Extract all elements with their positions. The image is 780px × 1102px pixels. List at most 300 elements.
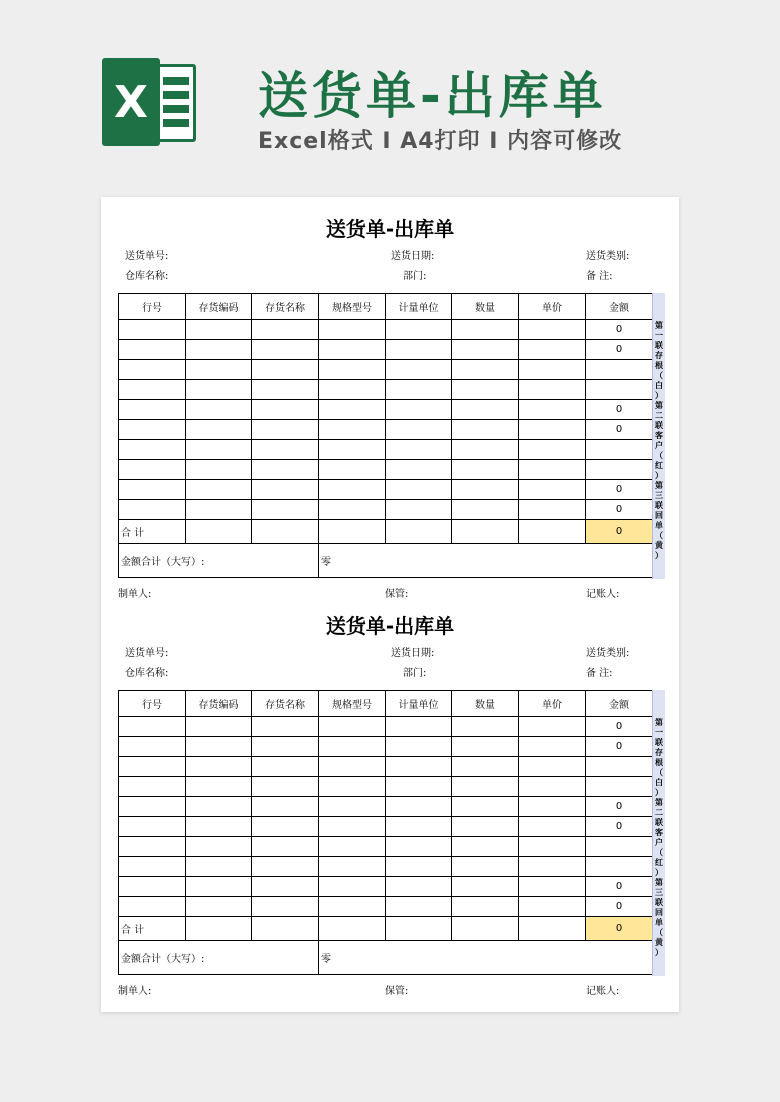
strip-char: 根 <box>655 361 663 370</box>
table-cell[interactable] <box>119 400 186 420</box>
strip-char: ） <box>655 391 663 400</box>
table-cell[interactable] <box>319 500 386 520</box>
table-cell[interactable] <box>386 857 452 877</box>
table-cell[interactable] <box>452 340 519 360</box>
table-cell[interactable] <box>452 717 519 737</box>
table-cell[interactable] <box>319 320 386 340</box>
total-row <box>119 917 653 941</box>
table-cell[interactable] <box>386 797 452 817</box>
table-cell[interactable] <box>119 797 186 817</box>
strip-char: （ <box>655 768 663 777</box>
column-header: 规格型号 <box>319 691 386 717</box>
strip-char: （ <box>655 371 663 380</box>
total-label: 合 计 <box>119 520 186 544</box>
table-cell[interactable] <box>119 320 186 340</box>
table-cell[interactable] <box>186 797 252 817</box>
strip-char: ） <box>655 868 663 877</box>
table-cell[interactable] <box>319 917 386 941</box>
table-cell[interactable] <box>386 917 452 941</box>
table-cell[interactable] <box>186 420 252 440</box>
table-cell[interactable] <box>186 857 252 877</box>
table-cell[interactable] <box>452 440 519 460</box>
amount-cell[interactable] <box>586 460 653 480</box>
table-cell[interactable] <box>519 737 586 757</box>
paper-sheet <box>101 197 679 1012</box>
amount-cell[interactable] <box>586 360 653 380</box>
table-cell[interactable] <box>119 480 186 500</box>
table-cell[interactable] <box>186 917 252 941</box>
warehouse-label: 仓库名称: <box>125 668 169 679</box>
amount-words-value[interactable]: 零 <box>319 941 653 975</box>
strip-char: 联 <box>655 421 663 430</box>
table-cell[interactable] <box>119 737 186 757</box>
column-header: 行号 <box>119 294 186 320</box>
table-cell[interactable] <box>386 440 452 460</box>
column-header: 存货名称 <box>252 691 319 717</box>
total-amount[interactable]: 0 <box>586 520 653 544</box>
table-cell[interactable] <box>252 877 319 897</box>
table-cell[interactable] <box>186 440 252 460</box>
amount-cell[interactable] <box>586 757 653 777</box>
column-header: 计量单位 <box>386 294 452 320</box>
column-header: 金额 <box>586 691 653 717</box>
strip-char: ） <box>655 471 663 480</box>
table-cell[interactable] <box>119 817 186 837</box>
table-cell[interactable] <box>252 420 319 440</box>
table-cell[interactable] <box>119 717 186 737</box>
table-cell[interactable] <box>452 897 519 917</box>
strip-char: 客 <box>655 431 663 440</box>
table-cell[interactable] <box>252 717 319 737</box>
table-cell[interactable] <box>452 837 519 857</box>
table-cell[interactable] <box>519 520 586 544</box>
table-cell[interactable] <box>452 420 519 440</box>
table-cell[interactable] <box>186 717 252 737</box>
table-cell[interactable] <box>319 340 386 360</box>
table-cell[interactable] <box>386 340 452 360</box>
strip-char: 联 <box>655 341 663 350</box>
table-row <box>119 500 653 520</box>
table-cell[interactable] <box>252 480 319 500</box>
sheet-line <box>163 91 189 99</box>
table-cell[interactable] <box>386 757 452 777</box>
table-cell[interactable] <box>319 877 386 897</box>
strip-char: 客 <box>655 828 663 837</box>
strip-char: （ <box>655 451 663 460</box>
table-cell[interactable] <box>186 817 252 837</box>
amount-words-row <box>119 941 653 975</box>
table-cell[interactable] <box>186 500 252 520</box>
strip-char: 第 <box>655 401 663 410</box>
table-cell[interactable] <box>252 857 319 877</box>
strip-char: 黄 <box>655 541 663 550</box>
table-cell[interactable] <box>119 897 186 917</box>
strip-char: 白 <box>655 778 663 787</box>
amount-words-label: 金额合计（大写）: <box>119 544 319 578</box>
table-cell[interactable] <box>186 837 252 857</box>
table-cell[interactable] <box>319 440 386 460</box>
table-row <box>119 737 653 757</box>
strip-char: ） <box>655 788 663 797</box>
table-cell[interactable] <box>519 917 586 941</box>
strip-char: （ <box>655 531 663 540</box>
table-cell[interactable] <box>386 897 452 917</box>
table-cell[interactable] <box>119 857 186 877</box>
table-cell[interactable] <box>452 797 519 817</box>
table-cell[interactable] <box>452 917 519 941</box>
strip-char: 二 <box>655 808 663 817</box>
column-header: 存货编码 <box>186 691 252 717</box>
column-header: 单价 <box>519 691 586 717</box>
amount-cell[interactable]: 0 <box>586 717 653 737</box>
table-cell[interactable] <box>319 360 386 380</box>
table-cell[interactable] <box>452 500 519 520</box>
table-cell[interactable] <box>319 400 386 420</box>
strip-char: 第 <box>655 321 663 330</box>
table-cell[interactable] <box>519 817 586 837</box>
table-cell[interactable] <box>452 817 519 837</box>
order-no-label: 送货单号: <box>125 648 169 659</box>
table-cell[interactable] <box>519 877 586 897</box>
table-cell[interactable] <box>186 380 252 400</box>
strip-char: 一 <box>655 728 663 737</box>
table-cell[interactable] <box>519 380 586 400</box>
table-cell[interactable] <box>319 480 386 500</box>
table-cell[interactable] <box>186 777 252 797</box>
amount-cell[interactable] <box>586 837 653 857</box>
table-cell[interactable] <box>186 320 252 340</box>
table-row <box>119 797 653 817</box>
table-cell[interactable] <box>252 360 319 380</box>
maker-label: 制单人: <box>118 589 152 600</box>
sheet-line <box>163 119 189 127</box>
table-row <box>119 817 653 837</box>
strip-char: 第 <box>655 481 663 490</box>
table-cell[interactable] <box>119 420 186 440</box>
table-row <box>119 777 653 797</box>
table-cell[interactable] <box>319 797 386 817</box>
table-cell[interactable] <box>119 380 186 400</box>
table-cell[interactable] <box>452 757 519 777</box>
table-cell[interactable] <box>519 420 586 440</box>
table-row <box>119 877 653 897</box>
date-label: 送货日期: <box>391 251 435 262</box>
strip-char: （ <box>655 848 663 857</box>
date-label: 送货日期: <box>391 648 435 659</box>
table-row <box>119 480 653 500</box>
amount-cell[interactable]: 0 <box>586 877 653 897</box>
table-cell[interactable] <box>252 797 319 817</box>
table-cell[interactable] <box>386 877 452 897</box>
amount-cell[interactable]: 0 <box>586 480 653 500</box>
total-row <box>119 520 653 544</box>
table-row <box>119 420 653 440</box>
table-cell[interactable] <box>386 717 452 737</box>
table-cell[interactable] <box>519 440 586 460</box>
type-label: 送货类别: <box>586 648 630 659</box>
strip-char: 联 <box>655 818 663 827</box>
table-cell[interactable] <box>519 777 586 797</box>
table-row <box>119 440 653 460</box>
column-header: 金额 <box>586 294 653 320</box>
table-cell[interactable] <box>319 380 386 400</box>
strip-char: 二 <box>655 411 663 420</box>
copy-indicator-strip <box>652 293 665 579</box>
strip-char: 回 <box>655 908 663 917</box>
table-cell[interactable] <box>119 877 186 897</box>
table-cell[interactable] <box>119 777 186 797</box>
table-cell[interactable] <box>519 500 586 520</box>
table-cell[interactable] <box>452 400 519 420</box>
table-cell[interactable] <box>452 520 519 544</box>
table-cell[interactable] <box>319 857 386 877</box>
amount-cell[interactable] <box>586 380 653 400</box>
table-cell[interactable] <box>252 897 319 917</box>
table-row <box>119 400 653 420</box>
excel-icon <box>102 58 198 146</box>
table-cell[interactable] <box>319 420 386 440</box>
amount-cell[interactable] <box>586 857 653 877</box>
note-label: 备 注: <box>586 668 613 679</box>
table-cell[interactable] <box>252 520 319 544</box>
amount-cell[interactable]: 0 <box>586 400 653 420</box>
table-cell[interactable] <box>386 837 452 857</box>
table-cell[interactable] <box>252 380 319 400</box>
table-cell[interactable] <box>252 460 319 480</box>
column-header: 规格型号 <box>319 294 386 320</box>
table-row <box>119 717 653 737</box>
table-cell[interactable] <box>386 500 452 520</box>
table-cell[interactable] <box>186 757 252 777</box>
column-header: 行号 <box>119 691 186 717</box>
strip-char: 存 <box>655 351 663 360</box>
dept-label: 部门: <box>403 668 427 679</box>
table-cell[interactable] <box>319 897 386 917</box>
amount-cell[interactable]: 0 <box>586 897 653 917</box>
table-cell[interactable] <box>452 460 519 480</box>
table-cell[interactable] <box>252 837 319 857</box>
strip-char: 第 <box>655 878 663 887</box>
table-cell[interactable] <box>386 777 452 797</box>
table-cell[interactable] <box>452 380 519 400</box>
table-cell[interactable] <box>186 360 252 380</box>
table-cell[interactable] <box>386 320 452 340</box>
table-cell[interactable] <box>252 440 319 460</box>
table-cell[interactable] <box>186 897 252 917</box>
table-cell[interactable] <box>119 837 186 857</box>
table-cell[interactable] <box>519 480 586 500</box>
order-no-label: 送货单号: <box>125 251 169 262</box>
table-cell[interactable] <box>386 737 452 757</box>
table-cell[interactable] <box>452 360 519 380</box>
table-cell[interactable] <box>319 460 386 480</box>
amount-cell[interactable]: 0 <box>586 420 653 440</box>
table-cell[interactable] <box>519 400 586 420</box>
strip-char: 存 <box>655 748 663 757</box>
bookkeeper-label: 记账人: <box>586 986 620 997</box>
table-row <box>119 460 653 480</box>
table-cell[interactable] <box>119 757 186 777</box>
keeper-label: 保管: <box>385 986 409 997</box>
table-cell[interactable] <box>386 460 452 480</box>
banner <box>0 0 780 190</box>
table-cell[interactable] <box>519 897 586 917</box>
warehouse-label: 仓库名称: <box>125 271 169 282</box>
table-cell[interactable] <box>386 817 452 837</box>
table-cell[interactable] <box>186 480 252 500</box>
form-title: 送货单-出库单 <box>325 614 455 638</box>
amount-cell[interactable]: 0 <box>586 817 653 837</box>
amount-cell[interactable]: 0 <box>586 797 653 817</box>
sheet-line <box>163 77 189 85</box>
copy-indicator-strip <box>652 690 665 976</box>
amount-words-label: 金额合计（大写）: <box>119 941 319 975</box>
table-cell[interactable] <box>186 340 252 360</box>
table-cell[interactable] <box>452 480 519 500</box>
table-cell[interactable] <box>386 420 452 440</box>
excel-x-mark: X <box>102 58 160 146</box>
table-cell[interactable] <box>186 460 252 480</box>
type-label: 送货类别: <box>586 251 630 262</box>
table-cell[interactable] <box>519 320 586 340</box>
note-label: 备 注: <box>586 271 613 282</box>
table-cell[interactable] <box>452 857 519 877</box>
delivery-form-1 <box>101 197 679 600</box>
strip-char: 白 <box>655 381 663 390</box>
table-row <box>119 360 653 380</box>
table-cell[interactable] <box>186 520 252 544</box>
table-cell[interactable] <box>452 737 519 757</box>
items-table <box>118 690 653 975</box>
amount-cell[interactable] <box>586 440 653 460</box>
column-header: 计量单位 <box>386 691 452 717</box>
table-row <box>119 340 653 360</box>
strip-char: 回 <box>655 511 663 520</box>
amount-cell[interactable]: 0 <box>586 500 653 520</box>
table-cell[interactable] <box>319 520 386 544</box>
strip-char: ） <box>655 948 663 957</box>
strip-char: 根 <box>655 758 663 767</box>
strip-char: 联 <box>655 501 663 510</box>
table-cell[interactable] <box>252 737 319 757</box>
table-cell[interactable] <box>252 500 319 520</box>
column-header: 单价 <box>519 294 586 320</box>
dept-label: 部门: <box>403 271 427 282</box>
table-cell[interactable] <box>386 520 452 544</box>
strip-char: 红 <box>655 858 663 867</box>
table-cell[interactable] <box>386 380 452 400</box>
table-row <box>119 837 653 857</box>
table-cell[interactable] <box>386 480 452 500</box>
column-header: 数量 <box>452 691 519 717</box>
table-cell[interactable] <box>319 837 386 857</box>
amount-words-value[interactable]: 零 <box>319 544 653 578</box>
amount-cell[interactable]: 0 <box>586 320 653 340</box>
table-cell[interactable] <box>319 717 386 737</box>
table-cell[interactable] <box>386 400 452 420</box>
table-cell[interactable] <box>519 837 586 857</box>
banner-title: 送货单-出库单 <box>258 67 607 125</box>
delivery-form-2 <box>101 594 679 997</box>
bookkeeper-label: 记账人: <box>586 589 620 600</box>
table-cell[interactable] <box>452 320 519 340</box>
total-amount[interactable]: 0 <box>586 917 653 941</box>
strip-char: ） <box>655 551 663 560</box>
strip-char: 单 <box>655 918 663 927</box>
table-cell[interactable] <box>519 460 586 480</box>
strip-char: 三 <box>655 491 663 500</box>
form-title: 送货单-出库单 <box>325 217 455 241</box>
total-label: 合 计 <box>119 917 186 941</box>
table-cell[interactable] <box>319 737 386 757</box>
table-cell[interactable] <box>119 500 186 520</box>
table-cell[interactable] <box>452 777 519 797</box>
table-cell[interactable] <box>319 817 386 837</box>
table-cell[interactable] <box>252 400 319 420</box>
table-row <box>119 320 653 340</box>
amount-words-row <box>119 544 653 578</box>
column-header: 存货名称 <box>252 294 319 320</box>
table-cell[interactable] <box>252 777 319 797</box>
table-cell[interactable] <box>252 757 319 777</box>
table-cell[interactable] <box>319 757 386 777</box>
table-header-row <box>119 294 653 320</box>
table-cell[interactable] <box>452 877 519 897</box>
strip-char: 户 <box>655 838 663 847</box>
table-cell[interactable] <box>119 340 186 360</box>
table-cell[interactable] <box>252 817 319 837</box>
table-cell[interactable] <box>386 360 452 380</box>
table-cell[interactable] <box>519 360 586 380</box>
table-cell[interactable] <box>186 877 252 897</box>
amount-cell[interactable] <box>586 777 653 797</box>
table-cell[interactable] <box>319 777 386 797</box>
table-cell[interactable] <box>519 340 586 360</box>
column-header: 数量 <box>452 294 519 320</box>
table-cell[interactable] <box>119 440 186 460</box>
strip-char: 第 <box>655 798 663 807</box>
column-header: 存货编码 <box>186 294 252 320</box>
table-cell[interactable] <box>252 917 319 941</box>
table-header-row <box>119 691 653 717</box>
strip-char: 联 <box>655 898 663 907</box>
amount-cell[interactable]: 0 <box>586 737 653 757</box>
table-row <box>119 857 653 877</box>
strip-char: 单 <box>655 521 663 530</box>
table-cell[interactable] <box>186 400 252 420</box>
table-cell[interactable] <box>519 717 586 737</box>
keeper-label: 保管: <box>385 589 409 600</box>
table-cell[interactable] <box>252 320 319 340</box>
sheet-line <box>163 105 189 113</box>
strip-char: 一 <box>655 331 663 340</box>
table-row <box>119 757 653 777</box>
strip-char: 第 <box>655 718 663 727</box>
table-cell[interactable] <box>519 757 586 777</box>
strip-char: 三 <box>655 888 663 897</box>
table-cell[interactable] <box>119 360 186 380</box>
table-row <box>119 897 653 917</box>
strip-char: （ <box>655 928 663 937</box>
table-cell[interactable] <box>119 460 186 480</box>
strip-char: 黄 <box>655 938 663 947</box>
banner-subtitle: Excel格式 I A4打印 I 内容可修改 <box>258 129 623 154</box>
amount-cell[interactable]: 0 <box>586 340 653 360</box>
table-cell[interactable] <box>252 340 319 360</box>
table-cell[interactable] <box>186 737 252 757</box>
table-cell[interactable] <box>519 797 586 817</box>
table-cell[interactable] <box>519 857 586 877</box>
